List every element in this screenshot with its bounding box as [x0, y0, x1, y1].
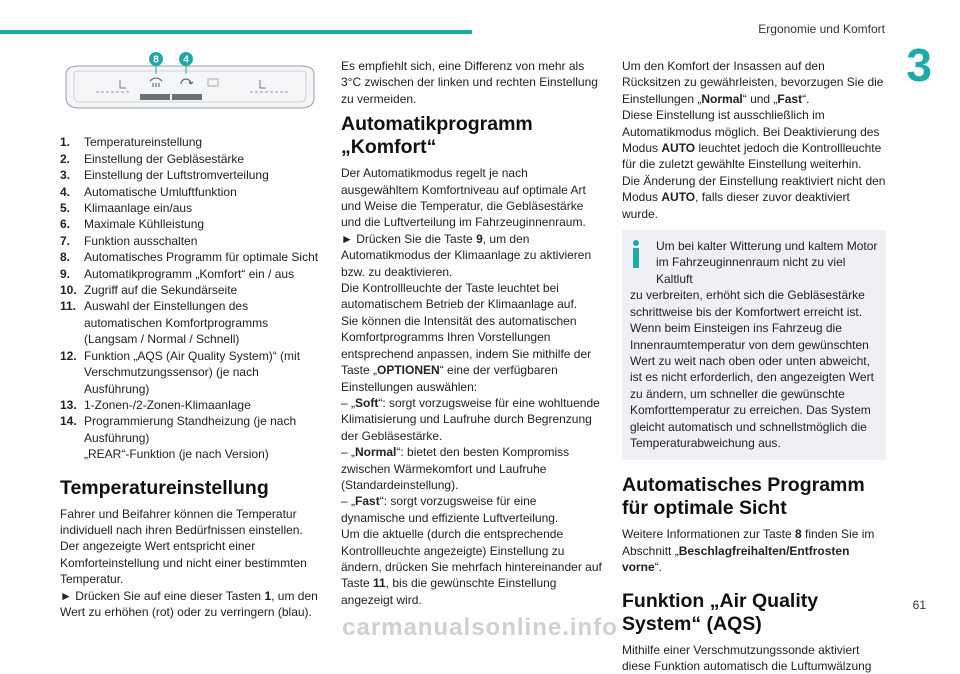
paragraph: Sie können die Intensität des automatischen Komfortprogramms Ihren Vorstellungen entsprechend anpassen, indem Sie mithilfe der Taste „OPTIONEN“ eine der verfügbaren Einstellungen auswählen:: [341, 313, 592, 394]
option-fast: – „Fast“: sorgt vorzugsweise für eine dynamische und effiziente Luftverteilung.: [341, 494, 559, 525]
callout-4: 4: [183, 54, 189, 66]
callout-8: 8: [153, 54, 159, 66]
info-text: Wenn beim Einsteigen ins Fahrzeug die Innenraumtemperatur von dem gewünschten Wert zu weit nach oben oder unten abweicht, ist es nicht erforderlich, den angezeigten Wert zu ändern, um schneller die gewünschte Komforttemperatur zu erreichen. Das System gleicht automatisch und schnellstmöglich die Temperaturabweichung aus.: [630, 321, 874, 450]
paragraph: Der Automatikmodus regelt je nach ausgewähltem Komfortniveau auf optimale Art und Weise die Temperatur, die Gebläsestärke und die Luftverteilung im Fahrzeuginnenraum.: [341, 166, 586, 230]
heading-temperature: Temperatureinstellung: [60, 476, 269, 499]
option-soft: – „Soft“: sorgt vorzugsweise für eine wohltuende Klimatisierung und Laufruhe durch Begrenzung der Gebläsestärke.: [341, 395, 600, 443]
column-right: [622, 58, 886, 674]
column-left: [60, 50, 322, 620]
list-item: 4. Automatische Umluftfunktion: [60, 184, 237, 199]
header-accent-bar: [0, 30, 472, 34]
heading-comfort: Automatikprogramm „Komfort“: [341, 113, 533, 159]
paragraph: Die Änderung der Einstellung reaktiviert nicht den Modus AUTO, falls dieser zuvor deaktiviert wurde.: [622, 173, 886, 221]
list-item: 8. Automatisches Programm für optimale Sicht: [60, 250, 319, 265]
list-item: 7. Funktion ausschalten: [60, 233, 198, 248]
section-title: Ergonomie und Komfort: [758, 22, 885, 36]
paragraph: Diese Einstellung ist ausschließlich im Automatikmodus möglich. Bei Deaktivierung des Modus AUTO leuchtet jedoch die Kontrollleuchte für die zuletzt gewählte Einstellung weiterhin.: [622, 108, 882, 172]
option-normal: – „Normal“: bietet den besten Kompromiss zwischen Wärmekomfort und Laufruhe (Standardeinstellung).: [341, 445, 570, 492]
list-item: 13. 1-Zonen-/2-Zonen-Klimaanlage: [60, 397, 251, 412]
list-item: 9. Automatikprogramm „Komfort“ ein / aus: [60, 266, 295, 281]
control-list: [60, 134, 322, 462]
paragraph: Es empfiehlt sich, eine Differenz von mehr als 3°C zwischen der linken und rechten Einstellung zu vermeiden.: [341, 59, 598, 106]
heading-aqs: Funktion „Air Quality System“ (AQS): [622, 589, 819, 635]
paragraph: Fahrer und Beifahrer können die Temperatur individuell nach ihren Bedürfnissen einstellen.: [60, 506, 303, 537]
paragraph: Um den Komfort der Insassen auf den Rücksitzen zu gewährleisten, bevorzugen Sie die Einstellungen „Normal“ und „Fast“.: [622, 59, 884, 106]
paragraph: ► Drücken Sie auf eine dieser Tasten 1, um den Wert zu erhöhen (rot) oder zu verringern (blau).: [60, 588, 318, 619]
list-item: 14. Programmierung Standheizung (je nach Ausführung): [60, 414, 297, 445]
info-icon: [632, 240, 640, 270]
list-item: 1. Temperatureinstellung: [60, 135, 203, 150]
heading-visibility: Automatisches Programm für optimale Sicht: [622, 474, 865, 520]
list-item: 10. Zugriff auf die Sekundärseite: [60, 283, 238, 298]
info-text: zu verbreiten, erhöht sich die Gebläsestärke schrittweise bis der Komfortwert erreicht ist.: [630, 288, 865, 319]
list-item: 11. Auswahl der Einstellungen des automatischen Komfortprogramms (Langsam / Normal / Schnell): [60, 299, 269, 347]
paragraph: Mithilfe einer Verschmutzungssonde aktiviert diese Funktion automatisch die Luftumwälzung: [622, 642, 872, 673]
paragraph: ► Drücken Sie die Taste 9, um den Automatikmodus der Klimaanlage zu aktivieren bzw. zu deaktivieren.: [341, 231, 592, 279]
list-item: 2. Einstellung der Gebläsestärke: [60, 151, 245, 166]
climate-panel-diagram: [60, 50, 320, 112]
watermark: carmanualsonline.info: [342, 614, 618, 641]
paragraph: Weitere Informationen zur Taste 8 finden Sie im Abschnitt „Beschlagfreihalten/Entfrosten vorne“.: [622, 527, 875, 575]
paragraph: Der angezeigte Wert entspricht einer Komforteinstellung und nicht einer bestimmten Temperatur.: [60, 539, 307, 587]
list-item-rear: „REAR“-Funktion (je nach Version): [84, 447, 269, 462]
paragraph: Um die aktuelle (durch die entsprechende Kontrollleuchte angezeigte) Einstellung zu ändern, drücken Sie mehrfach hintereinander auf Taste 11, bis die gewünschte Einstellung angezeigt wird.: [341, 527, 602, 607]
list-item: 3. Einstellung der Luftstromverteilung: [60, 168, 269, 183]
info-text: Um bei kalter Witterung und kaltem Motor im Fahrzeuginnenraum nicht zu viel Kaltluft: [656, 239, 878, 286]
list-item: 12. Funktion „AQS (Air Quality System)“ (mit Verschmutzungssensor) (je nach Ausführung): [60, 348, 301, 396]
column-middle: [341, 58, 603, 608]
info-box: [622, 230, 886, 460]
chapter-number: 3: [906, 39, 932, 91]
paragraph: Die Kontrollleuchte der Taste leuchtet bei automatischem Betrieb der Klimaanlage auf.: [341, 281, 578, 312]
list-item: 6. Maximale Kühlleistung: [60, 217, 205, 232]
page-number: 61: [912, 598, 926, 612]
list-item: 5. Klimaanlage ein/aus: [60, 201, 193, 216]
